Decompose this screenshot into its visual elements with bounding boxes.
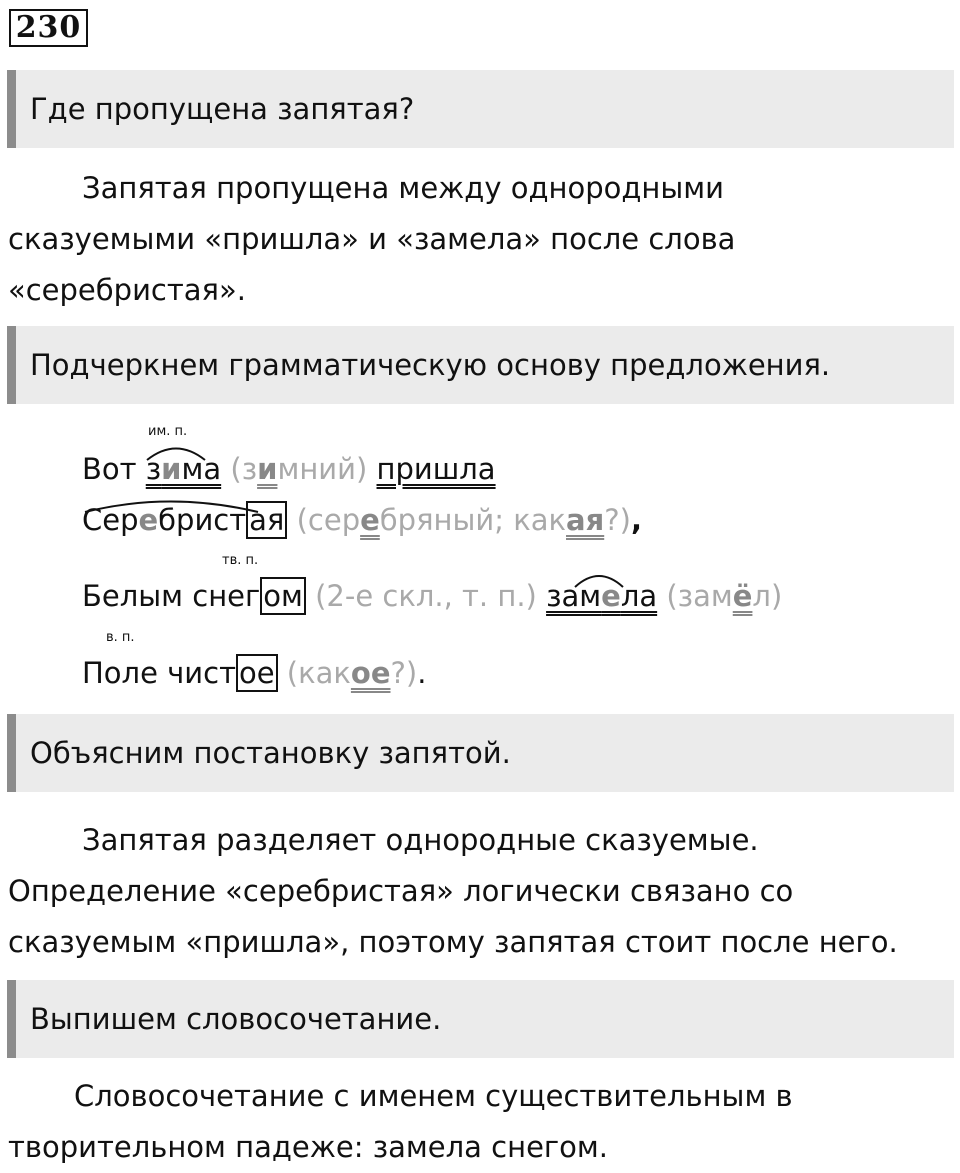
hint-text: (замёл) [666,579,783,613]
answer-line: Словосочетание с именем существительным в [74,1079,793,1113]
hint-text: (2-е скл., т. п.) [315,579,537,613]
word: Вот [82,452,146,486]
example-line-4 [82,656,426,690]
example-line-3 [82,579,782,613]
section-heading-comma-missing [7,70,954,148]
hint-text: (какое?) [286,656,418,690]
ending-box: ое [236,654,278,692]
ending-box: ая [246,501,287,539]
answer-line: Определение «серебристая» логически связано со [8,874,794,908]
case-label-accusative: в. п. [106,630,135,645]
answer-line: «серебристая». [8,273,246,307]
example-line-1 [82,452,496,486]
answer-line: Запятая пропущена между однородными [82,171,724,205]
word: Белым снег ом [82,577,306,615]
case-label-instrumental: тв. п. [222,553,259,568]
predicate-word: замела [546,579,658,613]
ending-box: ом [260,577,306,615]
word: Серебрист ая [82,501,287,539]
section-heading-text: Где пропущена запятая? [30,92,415,126]
period: . [417,656,427,690]
comma: , [630,503,642,537]
answer-paragraph-3 [8,815,948,968]
example-line-2 [82,503,642,537]
section-heading-grammar-basis [7,326,954,404]
section-heading-phrase [7,980,954,1058]
predicate-word: пришла [376,452,496,486]
answer-paragraph-1 [8,163,948,316]
hint-text: (серебряный; какая?) [296,503,631,537]
section-heading-text: Выпишем словосочетание. [30,1002,442,1036]
section-heading-text: Подчеркнем грамматическую основу предложения. [30,348,831,382]
answer-line: творительном падеже: замела снегом. [8,1130,608,1164]
word: Поле чист ое [82,654,278,692]
answer-line: сказуемыми «пришла» и «замела» после слова [8,222,736,256]
answer-line: Запятая разделяет однородные сказуемые. [82,823,759,857]
task-number: 230 [9,9,88,47]
subject-word: зима [145,452,222,486]
case-label-nominative: им. п. [148,424,188,439]
section-heading-comma-explain [7,714,954,792]
answer-line: сказуемым «пришла», поэтому запятая стоит после него. [8,925,898,959]
hint-text: (зимний) [230,452,368,486]
answer-paragraph-4 [8,1071,948,1173]
section-heading-text: Объясним постановку запятой. [30,736,511,770]
